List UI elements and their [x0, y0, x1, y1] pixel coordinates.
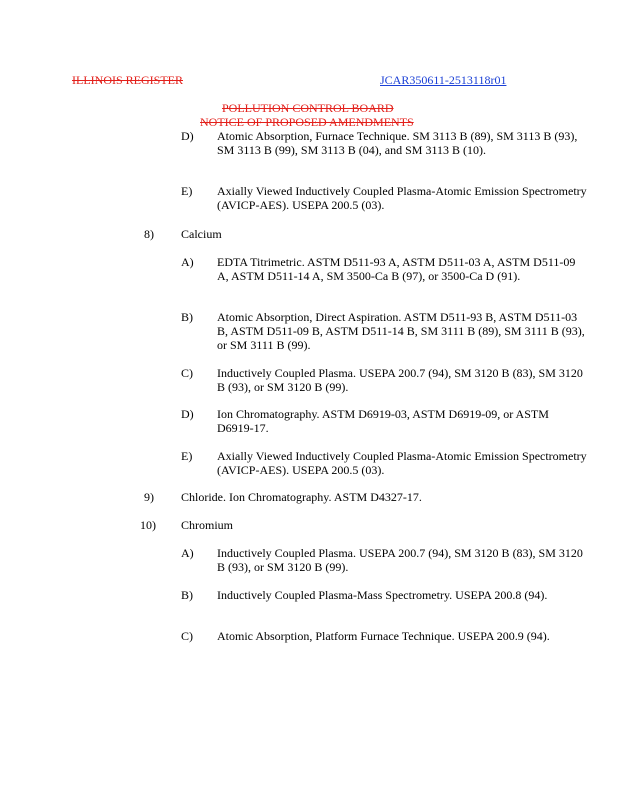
- item-text: Axially Viewed Inductively Coupled Plasma-Atomic Emission Spectrometry (AVICP-AES). USEPA 200.5 (03).: [217, 449, 587, 477]
- item-text: Atomic Absorption, Furnace Technique. SM 3113 B (89), SM 3113 B (93), SM 3113 B (99), SM 3113 B (04), and SM 3113 B (10).: [217, 129, 578, 157]
- item-label: 9): [144, 490, 154, 504]
- item-label: 10): [140, 518, 156, 532]
- item-text: Inductively Coupled Plasma. USEPA 200.7 (94), SM 3120 B (83), SM 3120 B (93), or SM 3120 B (99).: [217, 366, 583, 394]
- item-text: Chloride. Ion Chromatography. ASTM D4327-17.: [181, 490, 422, 504]
- item-text: Ion Chromatography. ASTM D6919-03, ASTM D6919-09, or ASTM D6919-17.: [217, 407, 549, 435]
- item-label: E): [181, 184, 193, 198]
- item-label: B): [181, 310, 193, 324]
- document-id-link[interactable]: JCAR350611-2513118r01: [380, 73, 507, 87]
- item-text: Atomic Absorption, Direct Aspiration. ASTM D511-93 B, ASTM D511-03 B, ASTM D511-09 B, ASTM D511-14 B, SM 3111 B (89), SM 3111 B (93), or SM 3111 B (99).: [217, 310, 585, 352]
- item-text: Atomic Absorption, Platform Furnace Technique. USEPA 200.9 (94).: [217, 629, 550, 643]
- item-label: D): [181, 129, 194, 143]
- item-label: A): [181, 255, 194, 269]
- register-title: ILLINOIS REGISTER: [72, 73, 183, 87]
- item-label: D): [181, 407, 194, 421]
- item-text: Inductively Coupled Plasma-Mass Spectrometry. USEPA 200.8 (94).: [217, 588, 548, 602]
- item-text: Axially Viewed Inductively Coupled Plasma-Atomic Emission Spectrometry (AVICP-AES). USEPA 200.5 (03).: [217, 184, 587, 212]
- item-label: 8): [144, 227, 154, 241]
- item-label: C): [181, 366, 193, 380]
- item-label: E): [181, 449, 193, 463]
- item-label: A): [181, 546, 194, 560]
- item-text: Chromium: [181, 518, 234, 532]
- item-text: Calcium: [181, 227, 222, 241]
- item-text: EDTA Titrimetric. ASTM D511-93 A, ASTM D511-03 A, ASTM D511-09 A, ASTM D511-14 A, SM 3500-Ca B (97), or 3500-Ca D (91).: [217, 255, 576, 283]
- item-label: B): [181, 588, 193, 602]
- board-title: POLLUTION CONTROL BOARD: [222, 101, 394, 115]
- item-label: C): [181, 629, 193, 643]
- item-text: Inductively Coupled Plasma. USEPA 200.7 (94), SM 3120 B (83), SM 3120 B (93), or SM 3120 B (99).: [217, 546, 583, 574]
- notice-title: NOTICE OF PROPOSED AMENDMENTS: [200, 115, 414, 129]
